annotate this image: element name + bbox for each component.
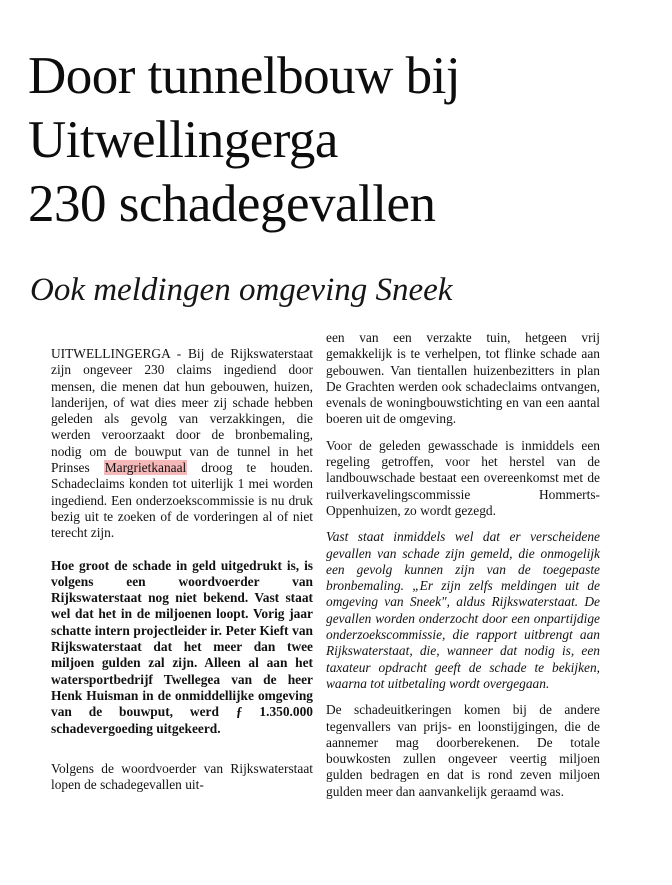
article-column-right [326,330,600,800]
article-column-left [51,346,313,793]
left-paragraph-1-text-b: droog te houden. Schadeclaims konden tot uiterlijk 1 mei worden ingediend. Een onderzoekscommissie is nu druk bezig uit te zoeken of de vorderingen al of niet terecht zijn. [51,460,313,541]
headline-line-2: Uitwellingerga [28,111,338,169]
highlighted-term: Margrietkanaal [104,460,187,476]
headline [28,44,648,236]
headline-line-3: 230 schadegevallen [28,175,436,233]
right-paragraph-3: Vast staat inmiddels wel dat er verscheidene gevallen van schade zijn gemeld, die onmogelijk een gevolg kunnen zijn van de toegepaste bronbemaling. „Er zijn zelfs meldingen uit de omgeving van Sneek", aldus Rijkswaterstaat. De gevallen worden onderzocht door een onpartijdige onderzoekscommissie, die rapport uitbrengt aan Rijkswaterstaat, die, wanneer dat nodig is, een taxateur opdracht geeft de schade te bekijken, waarna tot uitbetaling wordt overgegaan. [326,529,600,691]
left-paragraph-2: Hoe groot de schade in geld uitgedrukt is, is volgens een woordvoerder van Rijkswaterstaat nog niet bekend. Vast staat wel dat het in de miljoenen loopt. Vorig jaar schatte intern projectleider ir. Peter Kieft van Rijkswaterstaat dat het meer dan twee miljoen gulden zal zijn. Alleen al aan het watersportbedrijf Twellegea van de heer Henk Huisman in de onmiddellijke omgeving van de bouwput, werd ƒ 1.350.000 schadevergoeding uitgekeerd. [51,557,313,736]
subheadline: Ook meldingen omgeving Sneek [30,272,453,308]
left-paragraph-3: Volgens de woordvoerder van Rijkswaterstaat lopen de schadegevallen uit- [51,760,313,793]
left-paragraph-1 [51,346,313,542]
headline-line-1: Door tunnelbouw bij [28,47,461,105]
right-paragraph-4: De schadeuitkeringen komen bij de andere tegenvallers van prijs- en loonstijgingen, die de aannemer mag doorberekenen. De totale bouwkosten zullen ongeveer veertig miljoen gulden bedragen en dat is rond zeven miljoen gulden meer dan aanvankelijk geraamd was. [326,702,600,799]
right-paragraph-2: Voor de geleden gewasschade is inmiddels een regeling getroffen, voor het herstel van de landbouwschade bestaat een overeenkomst met de ruilverkavelingscommissie Hommerts-Oppenhuizen, zo wordt gezegd. [326,437,600,518]
left-paragraph-1-text-a: UITWELLINGERGA - Bij de Rijkswaterstaat zijn ongeveer 230 claims ingediend door mensen, die menen dat hun gebouwen, huizen, landerijen, of wat dies meer zij schade hebben geleden als gevolg van verzakkingen, die werden veroorzaakt door de bronbemaling, nodig om de bouwput van de tunnel in het Prinses [51,346,313,476]
right-paragraph-1: een van een verzakte tuin, hetgeen vrij gemakkelijk is te verhelpen, tot flinke schade aan gebouwen. Van tientallen huizenbezitters in plan De Grachten werden ook schadeclaims ontvangen, evenals de woningbouwstichting en van een aantal boeren uit de omgeving. [326,330,600,427]
